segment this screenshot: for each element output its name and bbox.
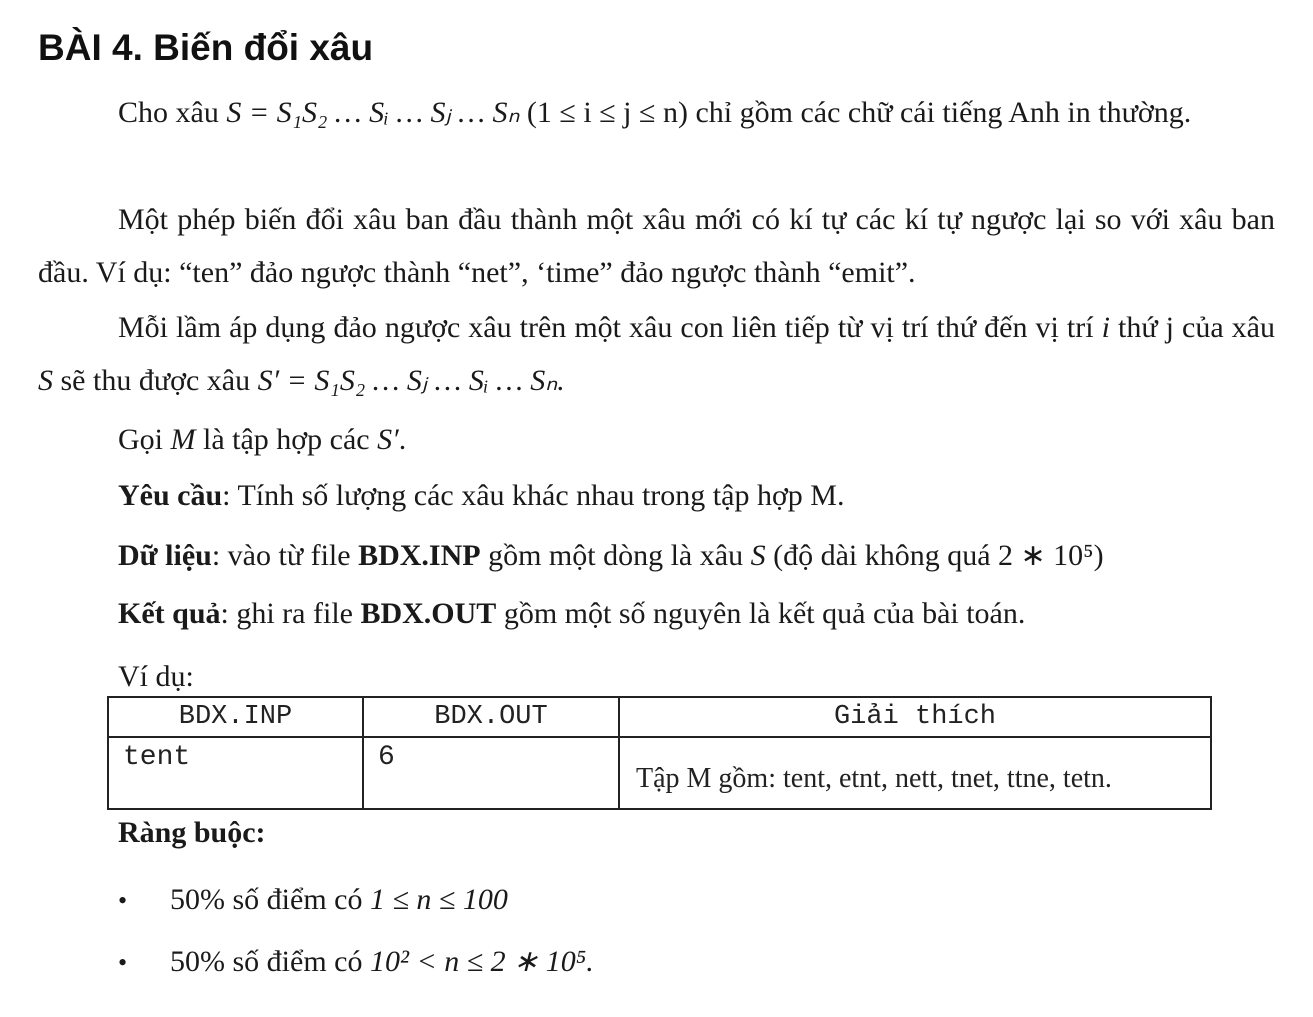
example-table (107, 696, 1212, 810)
constraint-text: 50% số điểm có (170, 945, 370, 978)
bullet-icon: • (118, 886, 128, 915)
string-formula: S = S₁S₂ … Sᵢ … Sⱼ … Sₙ (226, 96, 520, 129)
operation-mid2: sẽ thu được xâu (53, 364, 258, 397)
set-prefix: Gọi (118, 423, 171, 456)
paragraph-intro (38, 86, 1275, 139)
var-i: i (1101, 311, 1110, 344)
constraint-math: 1 ≤ n ≤ 100 (369, 883, 508, 916)
output-text-1: : ghi ra file (220, 597, 361, 630)
var-s-prime: S′ (377, 423, 399, 456)
input-limit: 2 ∗ 10⁵ (998, 539, 1094, 572)
requirement (118, 469, 844, 522)
output-label: Kết quả (118, 597, 221, 630)
header-output: BDX.OUT (363, 697, 619, 737)
result-formula: S′ = S₁S₂ … Sⱼ … Sᵢ … Sₙ. (257, 364, 565, 397)
output-text-2: gồm một số nguyên là kết quả của bài toán. (496, 597, 1026, 630)
input-text-4: ) (1093, 539, 1104, 572)
var-m: M (170, 423, 196, 456)
intro-prefix: Cho xâu (118, 96, 227, 129)
constraint-text: 50% số điểm có (170, 883, 370, 916)
output-spec (118, 587, 1025, 640)
set-suffix: . (398, 423, 407, 456)
table-row (108, 737, 1211, 809)
input-text-3: (độ dài không quá (765, 539, 999, 572)
bullet-icon: • (118, 948, 128, 977)
input-text-1: : vào từ file (211, 539, 359, 572)
output-filename: BDX.OUT (360, 597, 497, 630)
constraint-math: 10² < n ≤ 2 ∗ 10⁵. (369, 945, 594, 978)
header-explanation: Giải thích (619, 697, 1211, 737)
var-s: S (38, 364, 53, 397)
paragraph-set (118, 413, 406, 466)
table-header-row (108, 697, 1211, 737)
input-filename: BDX.INP (358, 539, 481, 572)
requirement-text: : Tính số lượng các xâu khác nhau trong tập hợp M. (222, 479, 845, 512)
requirement-label: Yêu cầu (118, 479, 223, 512)
intro-suffix: chỉ gồm các chữ cái tiếng Anh in thường. (687, 96, 1192, 129)
constraints-heading: Ràng buộc: (118, 816, 266, 849)
operation-prefix: Mỗi lầm áp dụng đảo ngược xâu trên một xâu con liên tiếp từ vị trí thứ đến vị trí (118, 311, 1102, 344)
page-title: BÀI 4. Biến đổi xâu (38, 27, 374, 68)
cell-input: tent (108, 737, 363, 809)
input-text-2: gồm một dòng là xâu (480, 539, 751, 572)
index-condition: (1 ≤ i ≤ j ≤ n) (526, 96, 688, 129)
cell-output: 6 (363, 737, 619, 809)
list-item (118, 935, 594, 989)
input-var-s: S (750, 539, 766, 572)
paragraph-definition (38, 193, 1275, 299)
paragraph-operation (38, 301, 1275, 407)
set-mid: là tập hợp các (195, 423, 378, 456)
input-spec (118, 529, 1104, 582)
input-label: Dữ liệu (118, 539, 212, 572)
list-item (118, 873, 508, 927)
constraints-label (118, 806, 266, 859)
example-label: Ví dụ: (118, 660, 194, 693)
operation-mid: thứ j của xâu (1109, 311, 1275, 344)
definition-text: Một phép biến đổi xâu ban đầu thành một xâu mới có kí tự các kí tự ngược lại so với xâu ban đầu. Ví dụ: “ten” đảo ngược thành “net”, ‘time” đảo ngược thành “emit”. (38, 203, 1275, 289)
header-input: BDX.INP (108, 697, 363, 737)
cell-explanation: Tập M gồm: tent, etnt, nett, tnet, ttne, tetn. (619, 737, 1211, 809)
